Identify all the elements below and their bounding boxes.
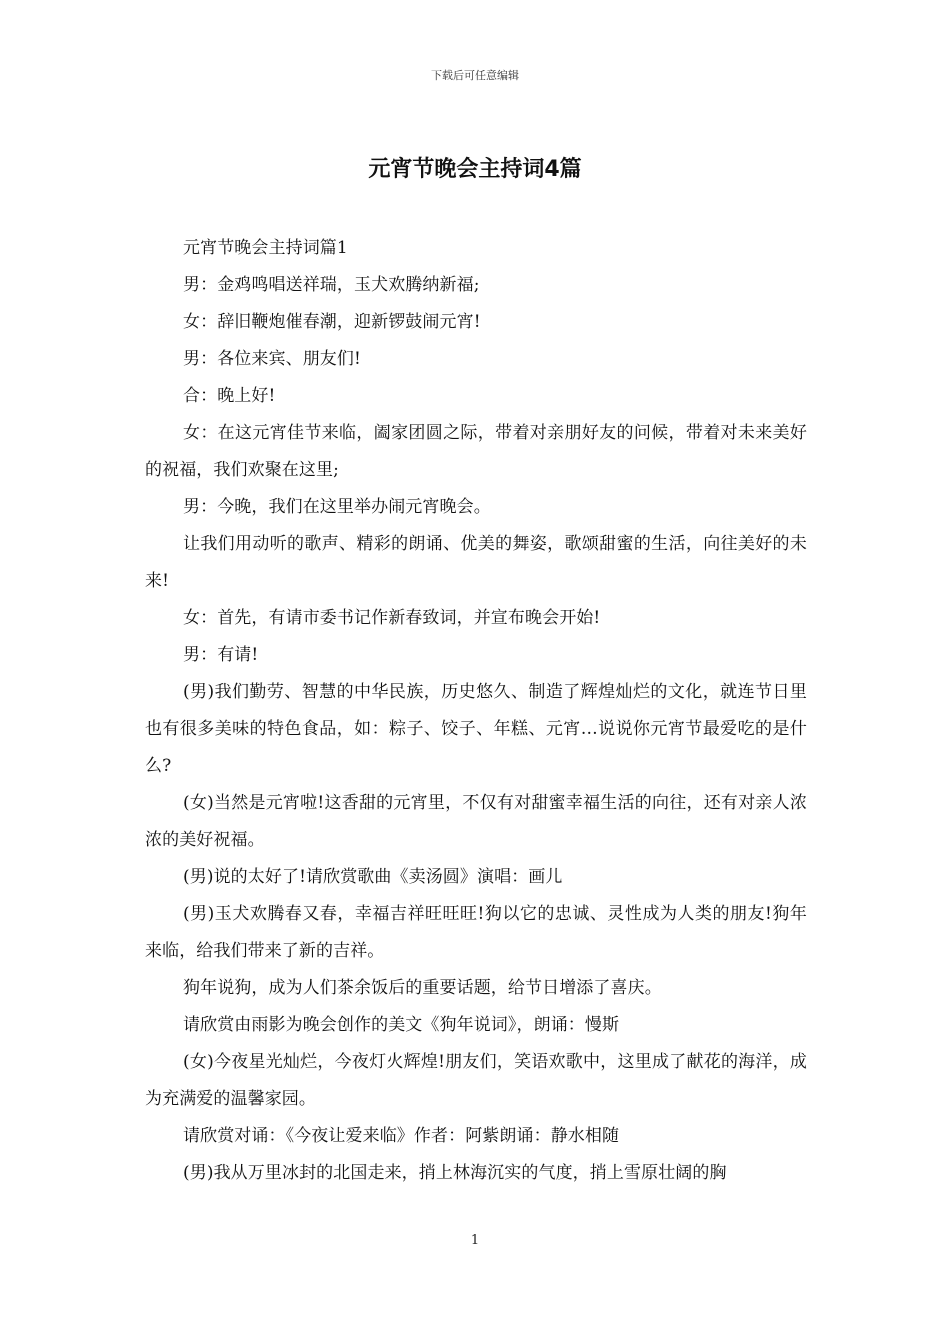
document-title: 元宵节晚会主持词4篇 bbox=[368, 157, 582, 182]
paragraph: 女：在这元宵佳节来临，阖家团圆之际，带着对亲朋好友的问候，带着对未来美好的祝福，我们欢聚在这里; bbox=[145, 423, 807, 480]
paragraph: 男：有请! bbox=[183, 645, 259, 665]
paragraph: 元宵节晚会主持词篇1 bbox=[183, 238, 348, 258]
paragraph: (男)我们勤劳、智慧的中华民族，历史悠久、制造了辉煌灿烂的文化，就连节日里也有很多美味的特色食品，如：粽子、饺子、年糕、元宵…说说你元宵节最爱吃的是什么? bbox=[145, 682, 807, 776]
paragraph: (男)我从万里冰封的北国走来，捎上林海沉实的气度，捎上雪原壮阔的胸 bbox=[183, 1163, 727, 1183]
paragraph: 男：各位来宾、朋友们! bbox=[183, 349, 361, 369]
paragraph: 男：金鸡鸣唱送祥瑞，玉犬欢腾纳新福; bbox=[183, 275, 480, 295]
page-number: 1 bbox=[470, 1233, 480, 1248]
paragraph: 男：今晚，我们在这里举办闹元宵晚会。 bbox=[183, 497, 491, 517]
document-body bbox=[145, 230, 807, 1192]
paragraph: 合：晚上好! bbox=[183, 386, 276, 406]
paragraph: (男)玉犬欢腾春又春，幸福吉祥旺旺旺!狗以它的忠诚、灵性成为人类的朋友!狗年来临，给我们带来了新的吉祥。 bbox=[145, 904, 807, 961]
paragraph: 女：辞旧鞭炮催春潮，迎新锣鼓闹元宵! bbox=[183, 312, 481, 332]
paragraph: (女)今夜星光灿烂，今夜灯火辉煌!朋友们，笑语欢歌中，这里成了献花的海洋，成为充满爱的温馨家园。 bbox=[145, 1052, 807, 1109]
paragraph: 女：首先，有请市委书记作新春致词，并宣布晚会开始! bbox=[183, 608, 601, 628]
paragraph: 狗年说狗，成为人们茶余饭后的重要话题，给节日增添了喜庆。 bbox=[183, 978, 662, 998]
paragraph: (女)当然是元宵啦!这香甜的元宵里，不仅有对甜蜜幸福生活的向往，还有对亲人浓浓的美好祝福。 bbox=[145, 793, 807, 850]
paragraph: 请欣赏由雨影为晚会创作的美文《狗年说词》，朗诵：慢斯 bbox=[183, 1015, 620, 1035]
header-note: 下载后可任意编辑 bbox=[431, 69, 519, 82]
paragraph: (男)说的太好了!请欣赏歌曲《卖汤圆》演唱：画儿 bbox=[183, 867, 563, 887]
paragraph: 让我们用动听的歌声、精彩的朗诵、优美的舞姿，歌颂甜蜜的生活，向往美好的未来! bbox=[145, 534, 807, 591]
paragraph: 请欣赏对诵：《今夜让爱来临》作者：阿紫朗诵：静水相随 bbox=[183, 1126, 620, 1146]
